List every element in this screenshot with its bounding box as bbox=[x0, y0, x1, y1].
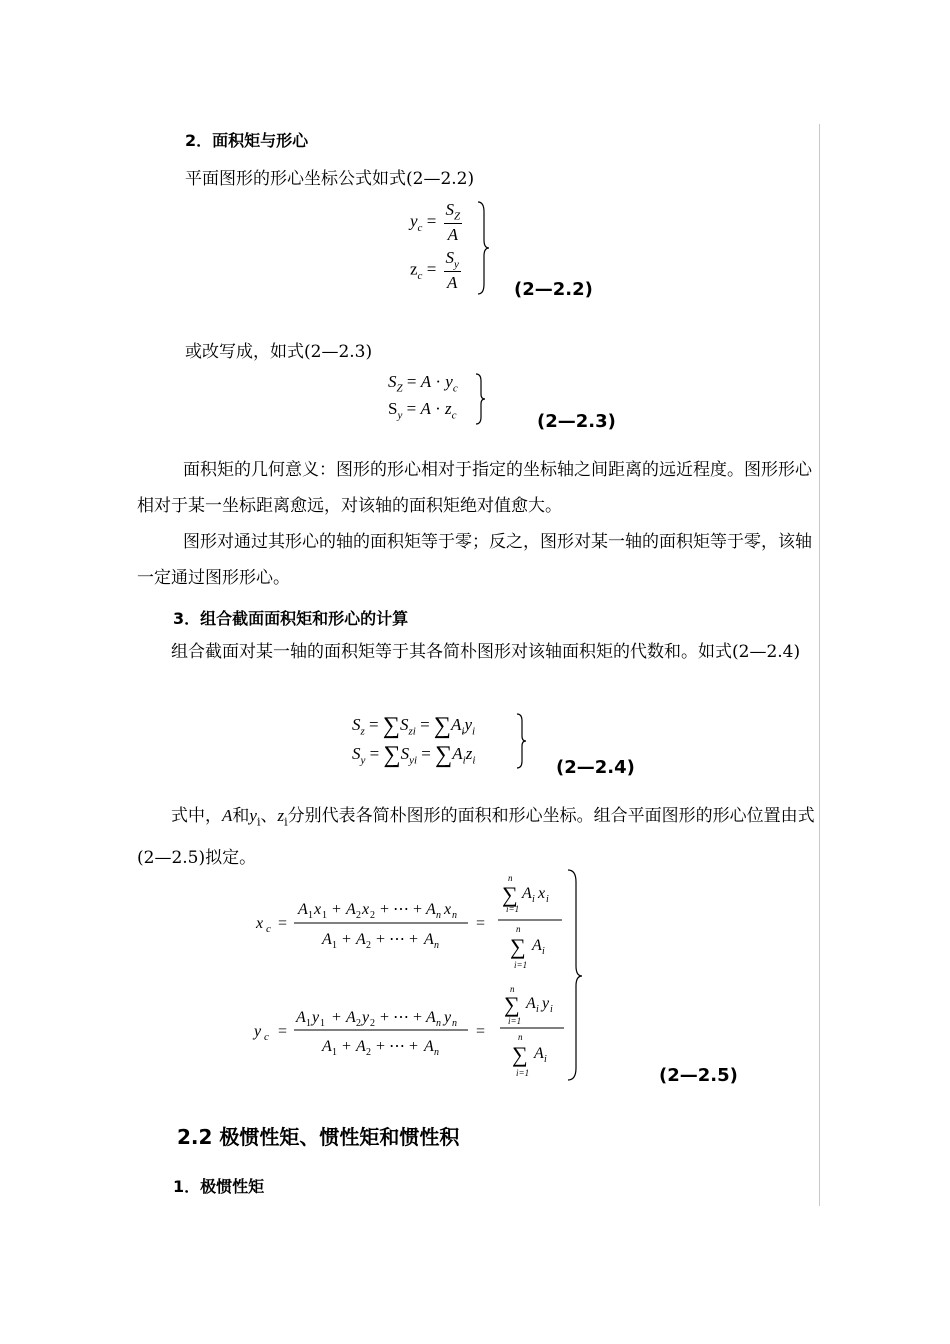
svg-text:c: c bbox=[266, 923, 271, 935]
svg-text:y: y bbox=[254, 1023, 262, 1040]
svg-text:n: n bbox=[436, 910, 441, 921]
paragraph-zero-moment bbox=[137, 524, 817, 596]
brace-eq-2-2 bbox=[476, 200, 490, 296]
svg-text:n: n bbox=[434, 1047, 439, 1058]
eq-label-2-4: (2—2.4) bbox=[556, 757, 635, 778]
paragraph-combined bbox=[137, 634, 817, 670]
svg-text:i=1: i=1 bbox=[516, 1068, 530, 1078]
equation-2-4-sy: $S_y = \sum S_{yi} = \sum A_iz_i$ bbox=[352, 742, 476, 768]
svg-text:y: y bbox=[542, 995, 550, 1012]
paragraph-zero-moment-text: 图形对通过其形心的轴的面积矩等于零；反之，图形对某一轴的面积矩等于零，该轴一定通过图形形心。 bbox=[137, 532, 812, 588]
svg-text:∑: ∑ bbox=[510, 934, 526, 959]
svg-text:A: A bbox=[426, 901, 436, 918]
svg-text:A: A bbox=[534, 1045, 544, 1062]
eq-label-2-2: (2—2.2) bbox=[514, 279, 593, 300]
svg-text:1: 1 bbox=[306, 1018, 311, 1029]
eq-label-2-3: (2—2.3) bbox=[537, 411, 616, 432]
section-title-2-2: 2.2 极惯性矩、惯性矩和惯性积 bbox=[177, 1125, 460, 1149]
where-rest: 分别代表各简朴图形的面积和形心坐标。组合平面图形的形心位置由式(2—2.5)拟定。 bbox=[137, 806, 815, 869]
equation-2-2-zc: $z_c$ = $\frac{S_y}{A}$ bbox=[410, 248, 459, 293]
svg-text:2: 2 bbox=[366, 1047, 371, 1058]
svg-text:+: + bbox=[342, 1038, 352, 1055]
svg-text:i: i bbox=[542, 946, 545, 957]
svg-text:c: c bbox=[264, 1031, 269, 1043]
paragraph-where bbox=[137, 798, 817, 876]
svg-text:i=1: i=1 bbox=[508, 1016, 522, 1026]
svg-text:2: 2 bbox=[356, 1018, 361, 1029]
svg-text:i: i bbox=[546, 894, 549, 905]
svg-text:=: = bbox=[278, 915, 288, 932]
svg-text:2: 2 bbox=[370, 1018, 375, 1029]
eq-label-2-5: (2—2.5) bbox=[659, 1065, 738, 1086]
svg-text:+: + bbox=[342, 931, 352, 948]
svg-text:A: A bbox=[532, 937, 542, 954]
svg-text:A: A bbox=[346, 1009, 356, 1026]
svg-text:+ ⋯ +: + ⋯ + bbox=[376, 1038, 419, 1055]
margin-line bbox=[819, 124, 820, 1206]
where-prefix: 式中， bbox=[171, 806, 222, 826]
svg-text:1: 1 bbox=[320, 1018, 325, 1029]
svg-text:A: A bbox=[298, 901, 308, 918]
svg-text:y: y bbox=[362, 1009, 370, 1026]
equation-2-3-sz: $S_Z = A \cdot y_c$ bbox=[388, 372, 458, 395]
svg-text:2: 2 bbox=[356, 910, 361, 921]
svg-text:+ ⋯ +: + ⋯ + bbox=[376, 931, 419, 948]
paragraph-geometric-meaning-text: 面积矩的几何意义：图形的形心相对于指定的坐标轴之间距离的远近程度。图形形心相对于某一坐标距离愈远，对该轴的面积矩绝对值愈大。 bbox=[137, 460, 812, 516]
svg-text:=: = bbox=[278, 1023, 288, 1040]
svg-text:1: 1 bbox=[322, 910, 327, 921]
brace-eq-2-4 bbox=[515, 712, 527, 770]
equation-2-4-sz: $S_z = \sum S_{zi} = \sum A_iy_i$ bbox=[352, 713, 476, 739]
heading-area-moment: 2．面积矩与形心 bbox=[185, 131, 309, 150]
svg-text:y: y bbox=[312, 1009, 320, 1026]
heading-combined-section: 3．组合截面面积矩和形心的计算 bbox=[173, 609, 409, 628]
intro-eq-2-3: 或改写成，如式(2—2.3) bbox=[185, 342, 373, 362]
where-and: 和 bbox=[232, 806, 250, 826]
svg-text:A: A bbox=[526, 995, 536, 1012]
svg-text:y: y bbox=[444, 1009, 452, 1026]
svg-text:A: A bbox=[356, 1038, 366, 1055]
svg-text:n: n bbox=[508, 873, 513, 883]
svg-text:+: + bbox=[332, 901, 342, 918]
symbol-y-sub: i bbox=[256, 815, 261, 829]
svg-text:A: A bbox=[322, 931, 332, 948]
paragraph-geometric-meaning bbox=[137, 452, 817, 524]
svg-text:1: 1 bbox=[332, 1047, 337, 1058]
intro-eq-2-2: 平面图形的形心坐标公式如式(2—2.2) bbox=[185, 169, 475, 189]
svg-text:=: = bbox=[476, 1023, 486, 1040]
svg-text:x: x bbox=[362, 901, 370, 918]
svg-text:+: + bbox=[332, 1009, 342, 1026]
svg-text:n: n bbox=[436, 1018, 441, 1029]
svg-text:A: A bbox=[522, 885, 532, 902]
equation-2-2-yc: $y_c$ = $\frac{S_Z}{A}$ bbox=[410, 200, 461, 245]
svg-text:A: A bbox=[296, 1009, 306, 1026]
svg-text:i=1: i=1 bbox=[514, 960, 528, 970]
svg-text:A: A bbox=[424, 931, 434, 948]
svg-text:1: 1 bbox=[308, 910, 313, 921]
svg-text:A: A bbox=[322, 1038, 332, 1055]
svg-text:∑: ∑ bbox=[512, 1042, 528, 1067]
svg-text:∑: ∑ bbox=[504, 992, 520, 1017]
svg-text:x: x bbox=[256, 915, 264, 932]
where-comma: 、 bbox=[260, 806, 278, 826]
svg-text:A: A bbox=[346, 901, 356, 918]
symbol-a: A bbox=[222, 806, 233, 825]
symbol-z: z bbox=[277, 806, 285, 825]
svg-text:2: 2 bbox=[370, 910, 375, 921]
svg-text:i: i bbox=[532, 894, 535, 905]
svg-text:+ ⋯ +: + ⋯ + bbox=[380, 1009, 423, 1026]
svg-text:x: x bbox=[538, 885, 546, 902]
svg-text:i=1: i=1 bbox=[506, 904, 520, 914]
svg-text:n: n bbox=[452, 910, 457, 921]
svg-text:i: i bbox=[550, 1004, 553, 1015]
equation-2-3-sy: $S_y = A \cdot z_c$ bbox=[388, 399, 457, 422]
svg-text:=: = bbox=[476, 915, 486, 932]
equation-2-5 bbox=[250, 868, 590, 1084]
svg-text:n: n bbox=[518, 1032, 523, 1042]
svg-text:2: 2 bbox=[366, 940, 371, 951]
brace-eq-2-3 bbox=[474, 372, 486, 426]
svg-text:A: A bbox=[356, 931, 366, 948]
paragraph-combined-text: 组合截面对某一轴的面积矩等于其各简朴图形对该轴面积矩的代数和。如式(2—2.4) bbox=[171, 642, 801, 662]
svg-text:i: i bbox=[536, 1004, 539, 1015]
svg-text:x: x bbox=[314, 901, 322, 918]
svg-text:x: x bbox=[444, 901, 452, 918]
svg-text:∑: ∑ bbox=[502, 882, 518, 907]
svg-text:A: A bbox=[426, 1009, 436, 1026]
symbol-z-sub: i bbox=[284, 815, 288, 829]
svg-text:+ ⋯ +: + ⋯ + bbox=[380, 901, 423, 918]
svg-text:n: n bbox=[516, 924, 521, 934]
symbol-y: y bbox=[249, 806, 257, 825]
heading-polar-moment: 1．极惯性矩 bbox=[173, 1177, 265, 1196]
svg-text:n: n bbox=[510, 984, 515, 994]
svg-text:i: i bbox=[544, 1054, 547, 1065]
svg-text:A: A bbox=[424, 1038, 434, 1055]
svg-text:1: 1 bbox=[332, 940, 337, 951]
svg-text:n: n bbox=[452, 1018, 457, 1029]
svg-text:n: n bbox=[434, 940, 439, 951]
